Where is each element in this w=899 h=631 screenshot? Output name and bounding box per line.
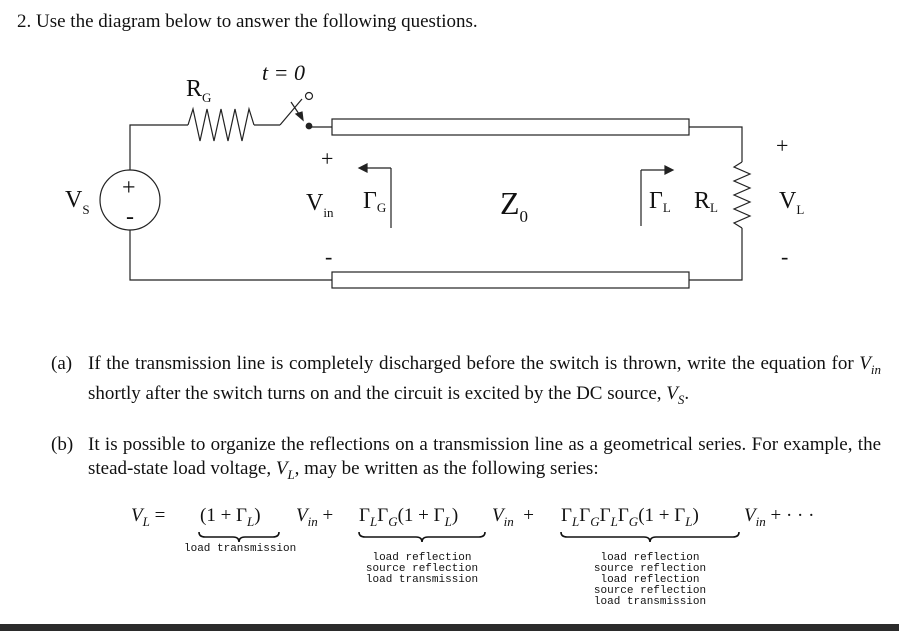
part-a-text: If the transmission line is completely discharged before the switch is thrown, write the equation for $V_{in}$ shortly after the switch turns on and the circuit is excited by the DC source, $V_S$. [88, 353, 881, 407]
note-term2: load reflection source reflection load transmission [365, 552, 479, 586]
resistor-rg [188, 109, 254, 141]
equation-vin-3: $V_{in}$ + · · · [744, 505, 815, 529]
label-gamma-l: ΓL [649, 188, 671, 215]
equation-term2: $\Gamma_L\Gamma_G(1 + \Gamma_L)$ [359, 505, 459, 529]
wire-source-bottom [130, 230, 332, 280]
switch-contact [306, 123, 312, 129]
label-gamma-g: ΓG [363, 188, 387, 215]
question-heading-text: Use the diagram below to answer the following questions. [36, 11, 478, 32]
label-z0: $Z_0$ [500, 185, 529, 226]
vin-plus-sign: + [321, 146, 334, 171]
equation-vin-2: $V_{in}$ + [492, 505, 534, 529]
wire-load-bottom [689, 228, 742, 280]
bottom-edge-bar [0, 624, 899, 631]
transmission-line-bottom [332, 272, 689, 288]
gamma-g-arrow-head [359, 164, 367, 172]
wire-source-top [130, 125, 188, 170]
label-vl: $V_L$ [779, 188, 805, 217]
part-a [51, 352, 881, 432]
equation-lhs: $V_L$ = [131, 505, 166, 529]
underbrace-term2 [357, 530, 487, 544]
equation-term3: $\Gamma_L\Gamma_G\Gamma_L\Gamma_G(1 + \Gamma_L)$ [561, 505, 699, 529]
part-b-text: It is possible to organize the reflections on a transmission line as a geometrical series. For example, the stead-state load voltage, $V_L$, may be written as the following series: [88, 434, 881, 482]
part-a-label: (a) [51, 353, 73, 374]
note-term1: load transmission [184, 543, 297, 555]
gamma-l-arrow-head [665, 166, 673, 174]
label-rg: $R_G$ [186, 76, 212, 105]
label-vs: $V_S$ [65, 187, 90, 217]
question-number: 2. [17, 11, 32, 32]
source-minus-sign: - [126, 204, 134, 230]
note-term3: load reflection source reflection load reflection source reflection load transmission [593, 552, 707, 608]
vl-plus-sign: + [776, 133, 789, 158]
resistor-rl [734, 162, 750, 228]
transmission-line-top [332, 119, 689, 135]
vin-minus-sign: - [325, 244, 333, 269]
switch-arrow-head [296, 112, 303, 120]
vl-minus-sign: - [781, 244, 789, 269]
wire-load-top [689, 127, 742, 162]
underbrace-term3 [559, 530, 741, 544]
switch-contact-top [306, 93, 313, 100]
part-b [51, 433, 881, 489]
part-b-label: (b) [51, 434, 74, 455]
source-plus-sign: + [122, 175, 136, 201]
equation-vin-1: $V_{in}$ + [296, 505, 334, 529]
equation-term1: $(1 + \Gamma_L)$ [200, 505, 261, 529]
label-rl: RL [694, 188, 718, 215]
underbrace-term1 [197, 530, 281, 544]
label-vin: $V_{in}$ [306, 190, 334, 220]
switch-label: t = 0 [262, 60, 305, 85]
